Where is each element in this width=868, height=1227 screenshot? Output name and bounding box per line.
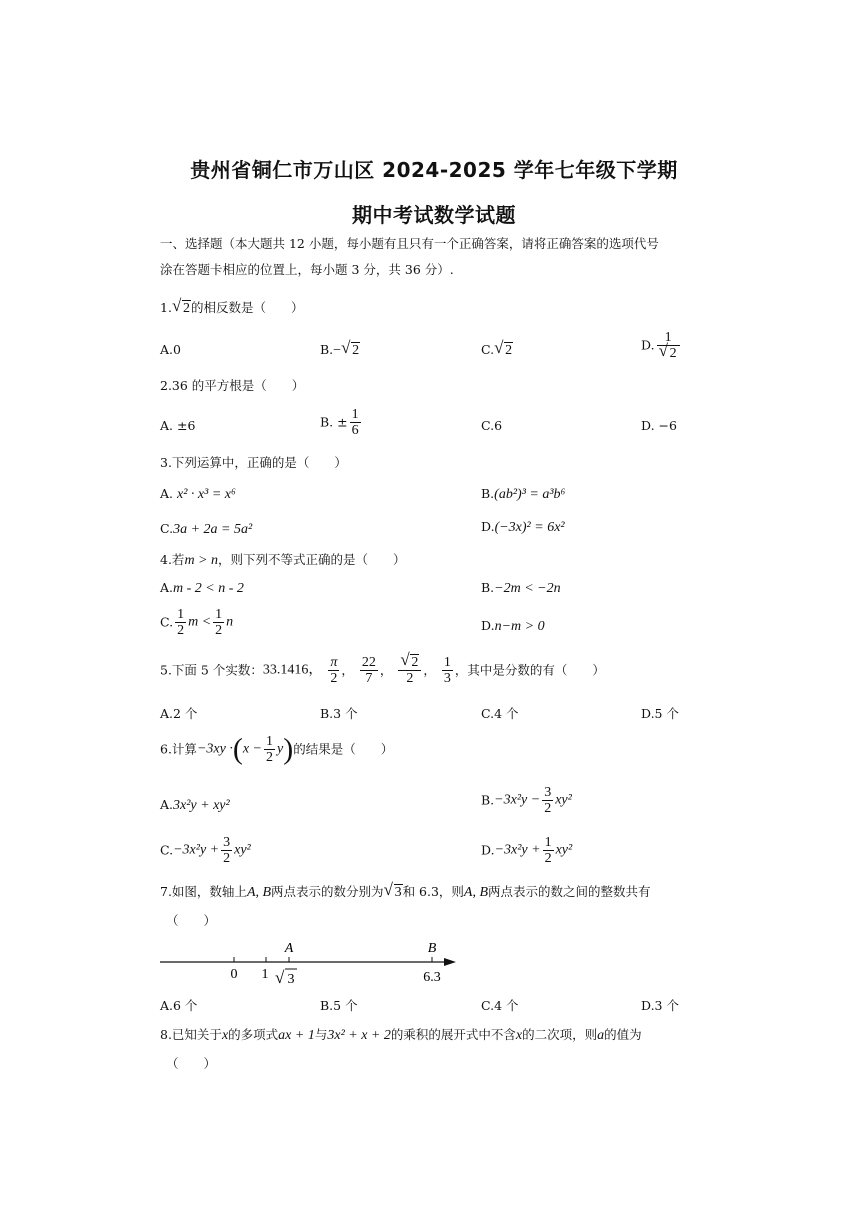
- question-2: 2.36 的平方根是（ ）: [160, 378, 305, 393]
- number-line-figure: [158, 935, 458, 995]
- exam-title-line1: 贵州省铜仁市万山区 2024-2025 学年七年级下学期: [190, 158, 678, 182]
- question-8: 8.已知关于x的多项式ax + 1与3x² + x + 2的乘积的展开式中不含x的二次项，则a的值为: [160, 1027, 642, 1043]
- question-4: 4.若m > n，则下列不等式正确的是（ ）: [160, 552, 406, 568]
- question-5: 5.下面 5 个实数：33.1416， $\frac{\pi}{2}$ ， $\frac{22}{7}$ ， √ $\frac{2}{2}$ ， $\frac{1}{3}$ ，其中是分数的有（ ）: [160, 655, 605, 686]
- number-line-arrow: [444, 958, 456, 966]
- tick-a-label: 3: [287, 972, 295, 987]
- instructions-line2: 涂在答题卡相应的位置上，每小题 3 分，共 36 分）.: [160, 262, 454, 277]
- question-7: 7.如图，数轴上A, B两点表示的数分别为√ 3和 6.3，则A, B两点表示的数之间的整数共有: [160, 884, 651, 901]
- q8-answer-paren: （ ）: [166, 1056, 217, 1071]
- point-a-label: A: [284, 941, 294, 956]
- q3-option-c: C.3a + 2a = 5a²: [160, 521, 253, 537]
- q2-option-a: A. ±6: [160, 418, 196, 433]
- q7-option-c: C.4 个: [481, 998, 519, 1013]
- instructions-line1: 一、选择题（本大题共 12 小题，每小题有且只有一个正确答案，请将正确答案的选项代号: [160, 236, 659, 251]
- question-6: 6.计算−3xy ·(x − $\frac{1}{2}$ y)的结果是（ ）: [160, 732, 394, 766]
- q2-option-d: D. −6: [641, 418, 677, 433]
- q4-option-d: D.n−m > 0: [481, 618, 545, 634]
- q3-option-b: B.(ab²)³ = a³b⁶: [481, 486, 566, 502]
- question-1: 1.√ 2的相反数是（ ）: [160, 300, 303, 317]
- q1-option-c: C.√ 2: [481, 342, 513, 359]
- q6-option-a: A.3x²y + xy²: [160, 797, 230, 813]
- q4-option-c: C. $\frac{1}{2}$ m < $\frac{1}{2}$ n: [160, 607, 234, 638]
- q2-option-b: B. ± $\frac{1}{6}$: [320, 407, 359, 438]
- q4-option-b: B.−2m < −2n: [481, 580, 561, 596]
- point-b-label: B: [427, 941, 437, 956]
- q5-option-a: A.2 个: [160, 706, 198, 721]
- sqrt-symbol: √: [275, 968, 285, 987]
- q7-option-a: A.6 个: [160, 998, 198, 1013]
- q6-option-d: D.−3x²y + $\frac{1}{2}$ xy²: [481, 835, 573, 866]
- q1-option-a: A.0: [160, 342, 181, 357]
- q1-option-b: B.−√ 2: [320, 342, 360, 359]
- q4-option-a: A.m - 2 < n - 2: [160, 580, 244, 596]
- q2-option-c: C.6: [481, 418, 503, 433]
- q7-option-b: B.5 个: [320, 998, 358, 1013]
- tick-b-label: 6.3: [423, 970, 441, 985]
- question-3: 3.下列运算中，正确的是（ ）: [160, 455, 347, 470]
- q3-option-d: D.(−3x)² = 6x²: [481, 519, 565, 535]
- q3-option-a: A. x² · x³ = x⁶: [160, 486, 236, 502]
- q1-option-d: D. 1 √ 2: [641, 330, 682, 361]
- q5-option-c: C.4 个: [481, 706, 519, 721]
- tick-1-label: 1: [261, 967, 269, 982]
- q5-option-b: B.3 个: [320, 706, 358, 721]
- q6-option-c: C.−3x²y + $\frac{3}{2}$ xy²: [160, 835, 251, 866]
- exam-title-line2: 期中考试数学试题: [352, 203, 516, 227]
- q5-option-d: D.5 个: [641, 706, 679, 721]
- q7-answer-paren: （ ）: [166, 913, 217, 928]
- tick-0-label: 0: [230, 967, 238, 982]
- q6-option-b: B.−3x²y − $\frac{3}{2}$ xy²: [481, 785, 572, 816]
- q7-option-d: D.3 个: [641, 998, 679, 1013]
